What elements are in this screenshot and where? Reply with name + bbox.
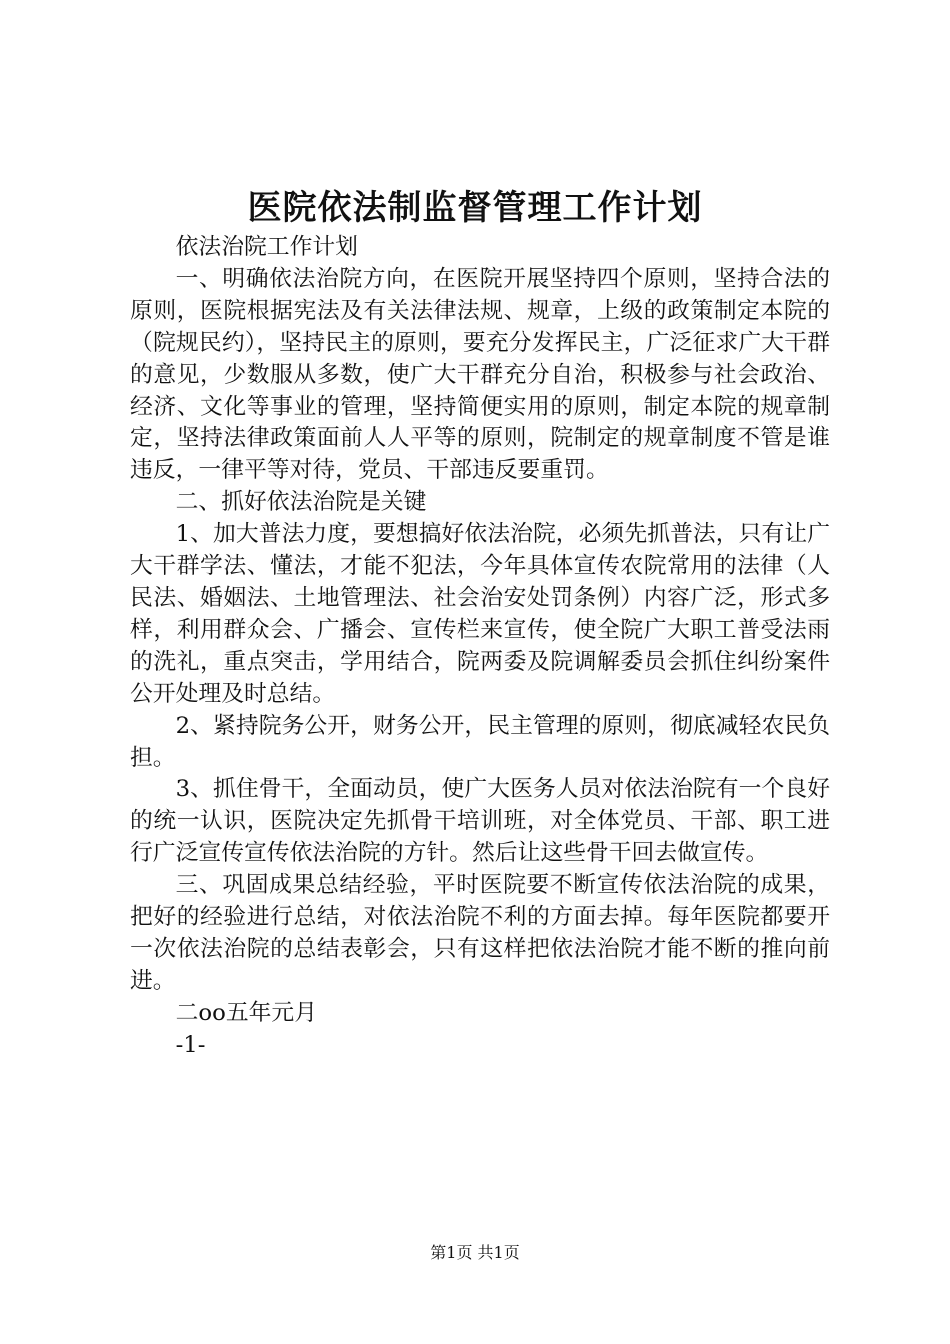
section-heading: 二、抓好依法治院是关键 [175,489,427,516]
document-title: 医院依法制监督管理工作计划 [247,188,703,228]
paragraph-transparency: 2、紧持院务公开，财务公开，民主管理的原则，彻底减轻农民负担。 [130,712,830,771]
page-footer: 第1页 共1页 [430,1243,520,1262]
inline-page-number: -1- [175,1031,206,1058]
paragraph-principles: 一、明确依法治院方向，在医院开展坚持四个原则，坚持合法的原则，医院根据宪法及有关法律法规、规章，上级的政策制定本院的（院规民约），坚持民主的原则，要充分发挥民主，广泛征求广大干群的意见，少数服从多数，使广大干群充分自治，积极参与社会政治、经济、文化等事业的管理，坚持简便实用的原则，制定本院的规章制定，坚持法律政策面前人人平等的原则，院制定的规章制度不管是谁违反，一律平等对待，党员、干部违反要重罚。 [130,265,830,484]
document-body [130,232,830,1062]
section-heading: 依法治院工作计划 [175,234,358,260]
document-date: 二oo五年元月 [175,999,318,1026]
paragraph-training: 3、抓住骨干，全面动员，使广大医务人员对依法治院有一个良好的统一认识，医院决定先抓骨干培训班，对全体党员、干部、职工进行广泛宣传宣传依法治院的方针。然后让这些骨干回去做宣传。 [130,776,830,867]
paragraph-consolidate: 三、巩固成果总结经验，平时医院要不断宣传依法治院的成果，把好的经验进行总结，对依法治院不利的方面去掉。每年医院都要开一次依法治院的总结表彰会，只有这样把依法治院才能不断的推向前进。 [130,872,830,994]
paragraph-legal-education: 1、加大普法力度，要想搞好依法治院，必须先抓普法，只有让广大干群学法、懂法，才能不犯法，今年具体宣传农院常用的法律（人民法、婚姻法、土地管理法、社会治安处罚条例）内容广泛，形式多样，利用群众会、广播会、宣传栏来宣传，使全院广大职工普受法雨的洗礼，重点突击，学用结合，院两委及院调解委员会抓住纠纷案件公开处理及时总结。 [130,521,830,707]
